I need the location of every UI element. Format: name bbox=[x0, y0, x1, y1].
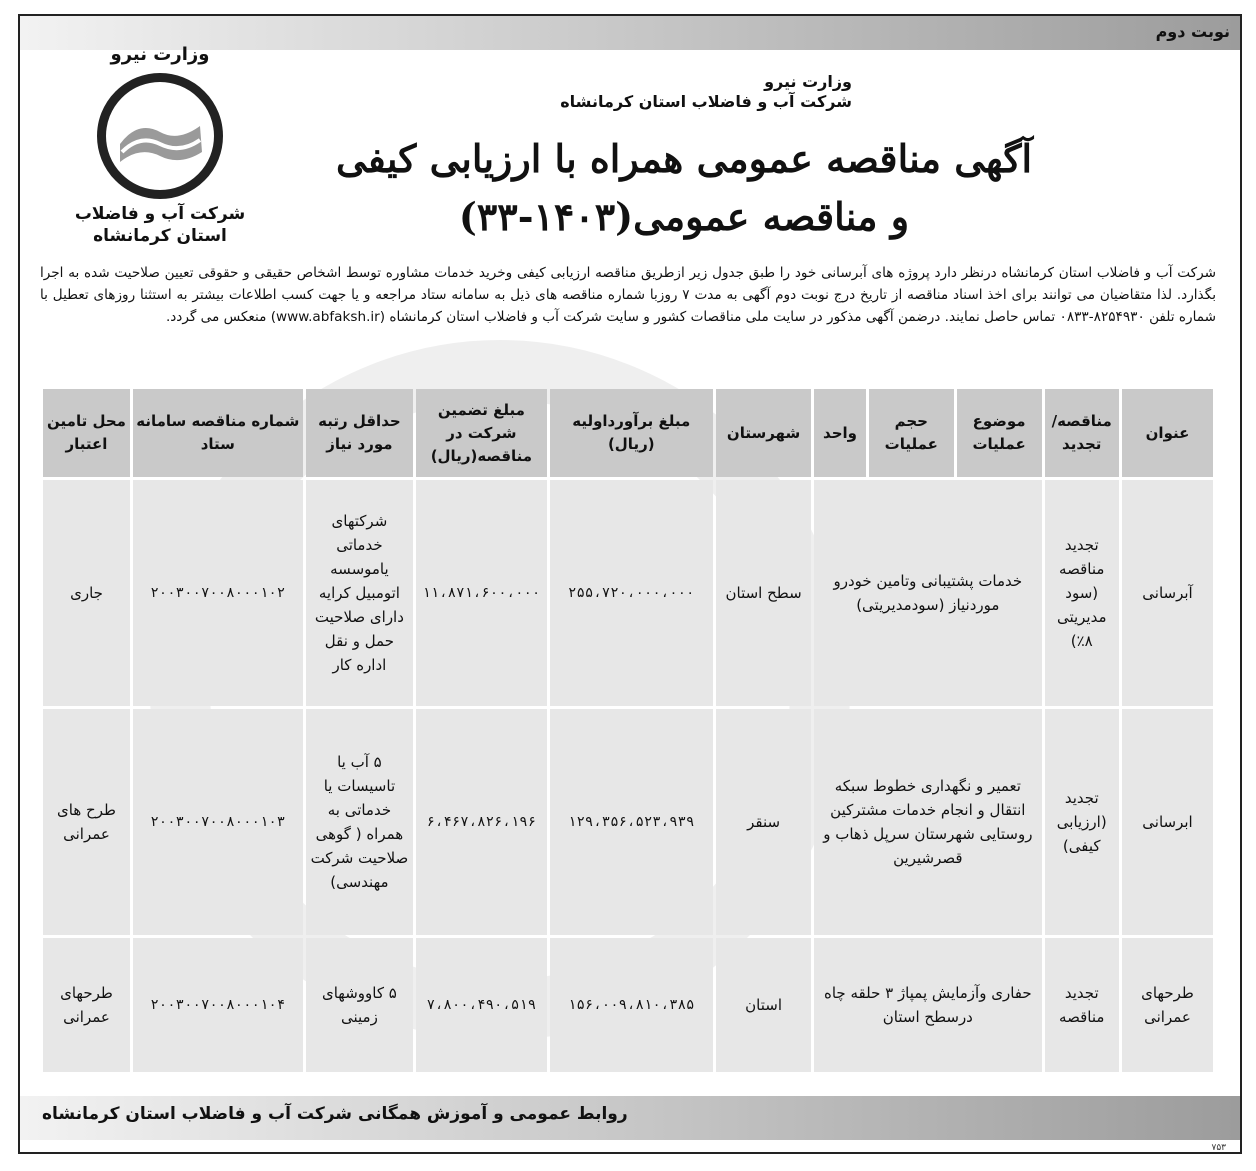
cell-estimate: ۲۵۵،۷۲۰،۰۰۰،۰۰۰ bbox=[550, 480, 713, 706]
cell-title: طرحهای عمرانی bbox=[1122, 938, 1213, 1072]
col-city: شهرستان bbox=[716, 389, 811, 477]
ad-title-line1: آگهی مناقصه عمومی همراه با ارزیابی کیفی bbox=[335, 136, 1033, 181]
table-row bbox=[43, 480, 1213, 706]
issuer-ministry: وزارت نیرو bbox=[764, 72, 852, 91]
ad-code: ۷۵۳ bbox=[1211, 1143, 1226, 1153]
cell-subject: تعمیر و نگهداری خطوط سبکه انتقال و انجام خدمات مشترکین روستایی شهرستان سرپل ذهاب و قصرشیرین bbox=[814, 709, 1041, 935]
cell-funding: جاری bbox=[43, 480, 130, 706]
cell-tender-renewal: تجدید (ارزیابی کیفی) bbox=[1045, 709, 1119, 935]
cell-city: سطح استان bbox=[716, 480, 811, 706]
cell-funding: طرحهای عمرانی bbox=[43, 938, 130, 1072]
col-tender-renewal: مناقصه/ تجدید bbox=[1045, 389, 1119, 477]
intro-paragraph: شرکت آب و فاضلاب استان کرمانشاه درنظر دارد پروژه های آبرسانی خود را طبق جدول زیر ازطریق مناقصه ارزیابی کیفی وخرید خدمات مشاوره توسط اشخاص حقیقی و حقوقی تعیین صلاحیت شده به اجرا بگذارد. لذا متقاضیان می توانند برای اخذ اسناد مناقصه از تاریخ درج نوبت دوم آگهی به مدت ۷ روزبا شماره مناقصه های ذیل به سامانه ستاد مراجعه و یا جهت کسب اطلاعات بیشتر به استثنا روزهای تعطیل با شماره تلفن ۸۲۵۴۹۳۰-۰۸۳۳ تماس حاصل نمایند. درضمن آگهی مذکور در سایت ملی مناقصات کشور و سایت شرکت آب و فاضلاب استان کرمانشاه (www.abfaksh.ir) منعکس می گردد. bbox=[40, 265, 1216, 325]
cell-title: آبرسانی bbox=[1122, 480, 1213, 706]
cell-city: استان bbox=[716, 938, 811, 1072]
cell-city: سنقر bbox=[716, 709, 811, 935]
cell-subject: حفاری وآزمایش پمپاژ ۳ حلقه چاه درسطح استان bbox=[814, 938, 1041, 1072]
cell-min-rank: ۵ آب یا تاسیسات یا خدماتی به همراه ( گوهی صلاحیت شرکت مهندسی) bbox=[306, 709, 414, 935]
water-logo-icon bbox=[97, 73, 223, 199]
cell-min-rank: ۵ کاووشهای زمینی bbox=[306, 938, 414, 1072]
cell-tender-renewal: تجدید مناقصه (سود مدیریتی ۸٪) bbox=[1045, 480, 1119, 706]
col-funding: محل تامین اعتبار bbox=[43, 389, 130, 477]
tender-table bbox=[40, 386, 1216, 1075]
table-row bbox=[43, 938, 1213, 1072]
cell-subject: خدمات پشتیبانی وتامین خودرو موردنیاز (سودمدیریتی) bbox=[814, 480, 1041, 706]
cell-guarantee: ۷،۸۰۰،۴۹۰،۵۱۹ bbox=[416, 938, 546, 1072]
cell-guarantee: ۶،۴۶۷،۸۲۶،۱۹۶ bbox=[416, 709, 546, 935]
cell-funding: طرح های عمرانی bbox=[43, 709, 130, 935]
footer-public-relations: روابط عمومی و آموزش همگانی شرکت آب و فاضلاب استان کرمانشاه bbox=[42, 1104, 628, 1124]
logo-company-line1: شرکت آب و فاضلاب bbox=[74, 204, 246, 224]
col-title: عنوان bbox=[1122, 389, 1213, 477]
table-header-row bbox=[43, 389, 1213, 477]
cell-guarantee: ۱۱،۸۷۱،۶۰۰،۰۰۰ bbox=[416, 480, 546, 706]
col-estimate: مبلغ برآورداولیه (ریال) bbox=[550, 389, 713, 477]
cell-setad-number: ۲۰۰۳۰۰۷۰۰۸۰۰۰۱۰۳ bbox=[133, 709, 303, 935]
logo-company-line2: استان کرمانشاه bbox=[93, 226, 227, 246]
col-volume: حجم عملیات bbox=[869, 389, 954, 477]
col-guarantee: مبلغ تضمین شرکت در مناقصه(ریال) bbox=[416, 389, 546, 477]
cell-min-rank: شرکتهای خدماتی یاموسسه اتومبیل کرایه دارای صلاحیت حمل و نقل اداره کار bbox=[306, 480, 414, 706]
issuer-header bbox=[560, 72, 852, 112]
table-row bbox=[43, 709, 1213, 935]
col-unit: واحد bbox=[814, 389, 866, 477]
cell-setad-number: ۲۰۰۳۰۰۷۰۰۸۰۰۰۱۰۲ bbox=[133, 480, 303, 706]
cell-estimate: ۱۲۹،۳۵۶،۵۲۳،۹۳۹ bbox=[550, 709, 713, 935]
col-min-rank: حداقل رتبه مورد نیاز bbox=[306, 389, 414, 477]
cell-tender-renewal: تجدید مناقصه bbox=[1045, 938, 1119, 1072]
issuer-company: شرکت آب و فاضلاب استان کرمانشاه bbox=[560, 92, 852, 111]
cell-estimate: ۱۵۶،۰۰۹،۸۱۰،۳۸۵ bbox=[550, 938, 713, 1072]
cell-title: ابرسانی bbox=[1122, 709, 1213, 935]
company-logo-block bbox=[60, 40, 260, 255]
logo-ministry-text: وزارت نیرو bbox=[110, 44, 210, 65]
publication-round: نوبت دوم bbox=[1155, 22, 1230, 41]
col-setad-number: شماره مناقصه سامانه ستاد bbox=[133, 389, 303, 477]
col-subject: موضوع عملیات bbox=[957, 389, 1042, 477]
ad-title-line2: و مناقصه عمومی(۱۴۰۳-۳۳) bbox=[458, 194, 910, 239]
cell-setad-number: ۲۰۰۳۰۰۷۰۰۸۰۰۰۱۰۴ bbox=[133, 938, 303, 1072]
ad-title bbox=[324, 130, 1044, 246]
